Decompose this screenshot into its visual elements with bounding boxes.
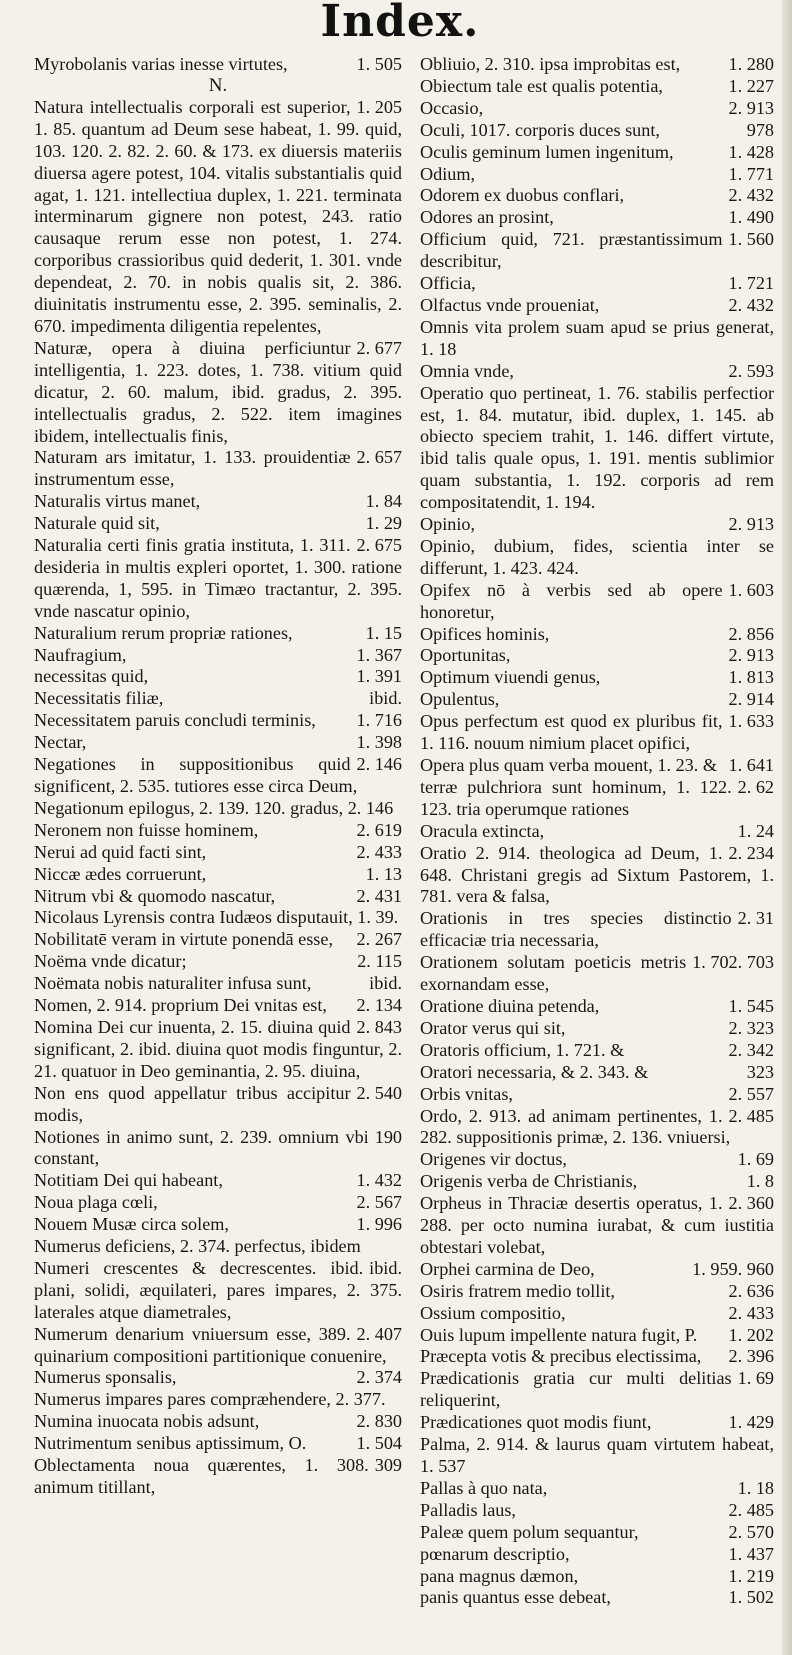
page-reference: 2. 856 [728, 623, 774, 644]
page-reference: 2. 557 [728, 1083, 774, 1104]
page-reference: 323 [746, 1061, 774, 1082]
page-reference: 2. 374 [356, 1367, 402, 1388]
index-entry [420, 1500, 774, 1522]
entry-text: Notiones in animo sunt, 2. 239. omnium vbi constant, [34, 1126, 369, 1169]
index-entry [34, 338, 402, 448]
page-reference: 2. 636 [728, 1280, 774, 1301]
entry-text: Pallas à quo nata, [420, 1477, 548, 1498]
index-entry [420, 185, 774, 207]
index-entry [34, 1170, 402, 1192]
page-reference: ibid. [369, 688, 402, 709]
index-entry [34, 97, 402, 338]
index-entry [420, 295, 774, 317]
page-reference: 1. 771 [728, 163, 774, 184]
entry-text: Opera plus quam verba mouent, 1. 23. & [420, 755, 717, 775]
entry-text: Osiris fratrem medio tollit, [420, 1280, 615, 1301]
page-reference: 1. 69 [737, 1149, 774, 1170]
index-entry [420, 1303, 774, 1325]
page-reference: 2. 234 [728, 842, 774, 863]
entry-text: Præcepta votis & precibus electissima, [420, 1346, 702, 1367]
entry-text: Necessitatis filiæ, [34, 688, 164, 709]
page-reference: 978 [746, 119, 774, 140]
index-entry [420, 952, 774, 996]
entry-text: Opulentus, [420, 689, 500, 710]
index-entry [34, 798, 402, 820]
index-entry [420, 1259, 774, 1281]
entry-text: Nomina Dei cur inuenta, 2. 15. diuina quid significant, 2. ibid. diuina quot modis finguntur, 2. 21. quatuor in Deo geminantia, 2. 95. diuina, [34, 1016, 402, 1081]
index-entry [420, 821, 774, 843]
page-reference: 2. 342 [728, 1039, 774, 1060]
entry-text: Omnia vnde, [420, 360, 514, 381]
page-reference: 1. 13 [365, 863, 402, 884]
index-entry [34, 1083, 402, 1127]
page-reference: 1. 504 [356, 1433, 402, 1454]
page-reference: 2. 830 [356, 1411, 402, 1432]
index-entry [420, 645, 774, 667]
page-reference: 2. 913 [728, 514, 774, 535]
page-reference: 190 [374, 1126, 402, 1147]
page-reference: 1. 641 [728, 755, 774, 775]
page-reference: 1. 432 [356, 1170, 402, 1191]
entry-text: Oratione diuina petenda, [420, 995, 600, 1016]
entry-text: Ossium compositio, [420, 1302, 566, 1323]
page-reference: 1. 429 [728, 1412, 774, 1433]
entry-text: Noëmata nobis naturaliter infusa sunt, [34, 973, 312, 994]
page-reference: 1. 205 [356, 96, 402, 117]
page-reference: 1. 280 [728, 54, 774, 74]
index-entry [420, 361, 774, 383]
entry-text: Non ens quod appellatur tribus accipitur modis, [34, 1082, 351, 1125]
page-reference: 2. 593 [728, 360, 774, 381]
page-reference: 2. 432 [728, 294, 774, 315]
entry-text: Naturalis virtus manet, [34, 491, 201, 512]
index-entry [34, 1455, 402, 1499]
page-reference: 2. 62 [737, 776, 774, 797]
entry-text: Optimum viuendi genus, [420, 667, 601, 688]
page-reference: 2. 433 [356, 841, 402, 862]
entry-text: Oculis geminum lumen ingenitum, [420, 141, 674, 162]
entry-text: Noëma vnde dicatur; [34, 951, 187, 972]
entry-text: Oportunitas, [420, 645, 511, 666]
page-reference: 1. 29 [365, 513, 402, 534]
index-entry [420, 1587, 774, 1609]
index-entry [420, 843, 774, 909]
entry-text: Naturæ, opera à diuina perficiuntur intelligentia, 1. 223. dotes, 1. 738. vitium quid dicatur, 2. 60. malum, ibid. gradus, 2. 395. intellectualis gradus, 2. 522. item imagines ibidem, intellectualis finis, [34, 337, 402, 446]
entry-text: Opinio, dubium, fides, scientia inter se differunt, 1. 423. 424. [420, 535, 774, 578]
entry-text: Ordo, 2. 913. ad animam pertinentes, 1. 282. suppositionis primæ, 2. 136. vniuersi, [420, 1105, 731, 1148]
index-entry [420, 536, 774, 580]
page-spine-shadow [782, 0, 792, 1655]
entry-text: Odium, [420, 163, 476, 184]
entry-text: Orbis vnitas, [420, 1083, 513, 1104]
index-entry [420, 1018, 774, 1040]
index-entry [420, 1171, 774, 1193]
index-entry [420, 1106, 774, 1150]
page-title: Index. [320, 0, 480, 47]
index-entry [420, 624, 774, 646]
index-entry [420, 1193, 774, 1259]
entry-text: Prædicationes quot modis fiunt, [420, 1412, 652, 1433]
page-reference: 2. 485 [728, 1105, 774, 1126]
page-reference: 1. 721 [728, 273, 774, 294]
page-reference: 2. 431 [356, 885, 402, 906]
index-entry [34, 447, 402, 491]
page-reference: 2. 914 [728, 689, 774, 710]
index-entry [420, 580, 774, 624]
page-reference: 1. 702. 703 [692, 952, 774, 973]
page-reference: 2. 433 [728, 1302, 774, 1323]
page-reference: ibid. [369, 973, 402, 994]
index-entry [420, 207, 774, 229]
index-entry [420, 996, 774, 1018]
page-reference: 2. 540 [356, 1082, 402, 1103]
index-entry [34, 820, 402, 842]
index-entry [34, 513, 402, 535]
entry-text: Noua plaga cœli, [34, 1192, 158, 1213]
index-entry [420, 1368, 774, 1412]
index-entry [420, 383, 774, 514]
index-entry [34, 1433, 402, 1455]
index-entry [34, 645, 402, 667]
entry-text: Nerui ad quid facti sint, [34, 841, 207, 862]
entry-text: Notitiam Dei qui habeant, [34, 1170, 223, 1191]
page-reference: 1. 959. 960 [692, 1258, 774, 1279]
entry-text: Nomen, 2. 914. proprium Dei vnitas est, [34, 995, 327, 1016]
index-entry [34, 1017, 402, 1083]
entry-text: Orphei carmina de Deo, [420, 1258, 595, 1279]
index-entry [34, 535, 402, 623]
entry-text: Necessitatem paruis concludi terminis, [34, 710, 316, 731]
entry-text: terræ pulchriora sunt hominum, 1. 122. 123. tria operumque rationes [420, 776, 732, 819]
entry-text: Orationis in tres species distinctio efficaciæ tria necessaria, [420, 908, 732, 951]
page-reference: 1. 603 [728, 579, 774, 600]
index-entry [420, 1281, 774, 1303]
page-reference: 2. 146 [356, 754, 402, 775]
entry-text: Omnis vita prolem suam apud se prius generat, 1. 18 [420, 316, 774, 359]
page-reference: 1. 219 [728, 1565, 774, 1586]
entry-text: Olfactus vnde proueniat, [420, 294, 600, 315]
page-reference: 1. 545 [728, 995, 774, 1016]
index-entry [420, 1434, 774, 1478]
page-reference: 2. 843 [356, 1016, 402, 1037]
entry-text: Naufragium, [34, 644, 127, 665]
entry-text: Orator verus qui sit, [420, 1017, 566, 1038]
page-reference: 2. 407 [356, 1323, 402, 1344]
index-entry [34, 491, 402, 513]
index-entry [420, 1346, 774, 1368]
page-reference: 1. 227 [728, 75, 774, 96]
page-reference: 1. 84 [365, 491, 402, 512]
index-entry [420, 1149, 774, 1171]
index-entry [34, 732, 402, 754]
page-reference: 2. 675 [356, 535, 402, 556]
entry-text: panis quantus esse debeat, [420, 1587, 611, 1608]
index-entry [420, 76, 774, 98]
entry-text: Negationum epilogus, 2. 139. 120. gradus, 2. 146 [34, 797, 394, 818]
entry-text: Nectar, [34, 732, 87, 753]
index-entry [420, 1412, 774, 1434]
index-entry [420, 1062, 774, 1084]
index-entry [34, 1367, 402, 1389]
entry-text: Nicolaus Lyrensis contra Iudæos disputauit, 1. 39. [34, 907, 399, 928]
page-reference: 1. 428 [728, 141, 774, 162]
page-reference: 2. 619 [356, 819, 402, 840]
entry-text: Officia, [420, 273, 476, 294]
index-entry [420, 1478, 774, 1500]
page-reference: 2. 913 [728, 97, 774, 118]
index-entry [420, 1325, 774, 1347]
page-reference: 1. 69 [737, 1368, 774, 1389]
index-entry [420, 1544, 774, 1566]
index-entry [34, 710, 402, 732]
page-reference: 1. 398 [356, 732, 402, 753]
entry-text: Oculi, 1017. corporis duces sunt, [420, 119, 660, 140]
entry-text: Naturam ars imitatur, 1. 133. prouidentiæ instrumentum esse, [34, 447, 351, 490]
index-entry [34, 666, 402, 688]
page-reference: 2. 567 [356, 1192, 402, 1213]
entry-text: Opinio, [420, 514, 476, 535]
entry-text: Numeri crescentes & decrescentes. ibid. plani, solidi, æquilateri, pares impares, 2. 375. laterales atque diametrales, [34, 1257, 402, 1322]
page-reference: 309 [374, 1455, 402, 1476]
page-reference: 2. 360 [728, 1193, 774, 1214]
page-reference: 2. 570 [728, 1521, 774, 1542]
entry-text: Niccæ ædes corruerunt, [34, 863, 207, 884]
entry-text: Ouis lupum impellente natura fugit, P. [420, 1324, 698, 1345]
entry-text: Paleæ quem polum sequantur, [420, 1521, 639, 1542]
entry-text: Oracula extincta, [420, 820, 545, 841]
index-entry [420, 777, 774, 821]
index-entry [420, 54, 774, 76]
index-entry [420, 142, 774, 164]
page-reference: 1. 996 [356, 1214, 402, 1235]
index-entry [34, 929, 402, 951]
index-entry [420, 667, 774, 689]
page-reference: 1. 367 [356, 644, 402, 665]
entry-text: Opifices hominis, [420, 623, 550, 644]
entry-text: Nitrum vbi & quomodo nascatur, [34, 885, 276, 906]
entry-text: Myrobolanis varias inesse virtutes, [34, 54, 288, 74]
entry-text: Natura intellectualis corporali est superior, 1. 85. quantum ad Deum sese habeat, 1. 99. quid, 103. 120. 2. 82. 2. 60. & 173. ex diuersis materiis diuersa agere potest, 104. vitalis substantialis quid agat, 1. 121. intellectiua duplex, 1. 221. terminata interminarum gignere non potest, 243. ratio causaque rerum esse non potest, 1. 274. corporibus crassioribus quid dederit, 1. 301. vnde dependeat, 2. 70. in nobis qualis sit, 2. 386. diuinitatis instrumentu esse, 2. 395. seminalis, 2. 670. impedimenta diligentia repelentes, [34, 96, 402, 336]
entry-text: Negationes in suppositionibus quid significent, 2. 535. tutiores esse circa Deum, [34, 754, 358, 796]
index-entry [420, 273, 774, 295]
entry-text: Oratio 2. 914. theologica ad Deum, 1. 648. Christani gregis ad Sixtum Pastorem, 1. 781. vera & falsa, [420, 842, 774, 907]
page-reference: ibid. [369, 1257, 402, 1278]
index-entry [34, 54, 402, 76]
entry-text: Opifex nō à verbis sed ab opere honoretur, [420, 579, 723, 622]
page-reference: 2. 323 [728, 1017, 774, 1038]
index-entry [34, 1214, 402, 1236]
entry-text: Obiectum tale est qualis potentia, [420, 75, 663, 96]
index-entry [420, 1566, 774, 1588]
entry-text: pana magnus dæmon, [420, 1565, 579, 1586]
index-entry [34, 1324, 402, 1368]
index-entry [420, 98, 774, 120]
page-reference: 1. 437 [728, 1543, 774, 1564]
index-entry [420, 755, 774, 777]
entry-text: Palladis laus, [420, 1499, 516, 1520]
index-entry [420, 120, 774, 142]
index-entry [34, 951, 402, 973]
page-reference: 1. 502 [728, 1587, 774, 1608]
index-entry [34, 1192, 402, 1214]
index-entry [420, 1084, 774, 1106]
index-entry [420, 711, 774, 755]
page-reference: 1. 560 [728, 229, 774, 250]
page-reference: 1. 505 [356, 54, 402, 74]
entry-text: Officium quid, 721. præstantissimum describitur, [420, 229, 723, 272]
page-reference: 2. 267 [356, 929, 402, 950]
entry-text: Numerus deficiens, 2. 374. perfectus, ibidem [34, 1236, 361, 1257]
index-entry [34, 842, 402, 864]
index-entry [420, 689, 774, 711]
index-entry [420, 1040, 774, 1062]
entry-text: Obliuio, 2. 310. ipsa improbitas est, [420, 54, 681, 74]
page-reference: 2. 657 [356, 447, 402, 468]
page-reference: 1. 490 [728, 207, 774, 228]
entry-text: Oratoris officium, 1. 721. & [420, 1039, 625, 1060]
index-entry [420, 164, 774, 186]
index-entry [420, 1522, 774, 1544]
index-entry [34, 886, 402, 908]
entry-text: Neronem non fuisse hominem, [34, 819, 259, 840]
index-entry [34, 973, 402, 995]
index-entry [420, 908, 774, 952]
page-reference: 1. 202 [728, 1324, 774, 1345]
entry-text: Occasio, [420, 97, 484, 118]
page-reference: 1. 716 [356, 710, 402, 731]
index-entry [34, 1236, 402, 1258]
page-reference: 2. 31 [737, 908, 774, 929]
entry-text: pœnarum descriptio, [420, 1543, 570, 1564]
page-reference: 1. 15 [365, 622, 402, 643]
index-entry [34, 1258, 402, 1324]
index-entry [420, 514, 774, 536]
page-reference: 2. 485 [728, 1499, 774, 1520]
page-reference: 1. 633 [728, 711, 774, 732]
index-entry [34, 754, 402, 798]
page-reference: 1. 8 [746, 1171, 774, 1192]
page-reference: 1. 813 [728, 667, 774, 688]
entry-text: Numerum denarium vniuersum esse, 389. quinarium compositioni partitionique conuenire, [34, 1323, 387, 1366]
entry-text: Oblectamenta noua quærentes, 1. 308. animum titillant, [34, 1455, 369, 1497]
entry-text: Oratori necessaria, & 2. 343. & [420, 1061, 649, 1082]
entry-text: Numerus sponsalis, [34, 1367, 177, 1388]
entry-text: Orpheus in Thraciæ desertis operatus, 1. 288. per octo numina iurabat, & cum iustitia obtestari volebat, [420, 1193, 774, 1257]
entry-text: Opus perfectum est quod ex pluribus fit, 1. 116. nouum nimium placet opifici, [420, 711, 723, 754]
entry-text: Prædicationis gratia cur multi delitias reliquerint, [420, 1368, 732, 1411]
index-entry [34, 1389, 402, 1411]
left-index-column [34, 54, 402, 1499]
page-reference: 1. 391 [356, 666, 402, 687]
page-reference: 2. 134 [356, 995, 402, 1016]
index-entry [34, 1411, 402, 1433]
index-entry [420, 317, 774, 361]
entry-text: Naturalium rerum propriæ rationes, [34, 622, 293, 643]
section-letter: N. [208, 74, 228, 96]
index-entry [34, 864, 402, 886]
entry-text: Nouem Musæ circa solem, [34, 1214, 229, 1235]
entry-text: Orationem solutam poeticis metris exornandam esse, [420, 952, 687, 995]
page-reference: 2. 432 [728, 185, 774, 206]
index-entry [34, 688, 402, 710]
entry-text: Naturalia certi finis gratia instituta, 1. 311. desideria in multis expleri oportet, 1. 300. ratione quærenda, 1, 595. in Timæo tractantur, 2. 395. vnde nascatur opinio, [34, 535, 402, 621]
page-reference: 2. 913 [728, 645, 774, 666]
entry-text: Odores an prosint, [420, 207, 554, 228]
page-reference: 2. 677 [356, 337, 402, 358]
page-reference: 2. 115 [357, 951, 402, 972]
entry-text: Numina inuocata nobis adsunt, [34, 1411, 260, 1432]
entry-text: Operatio quo pertineat, 1. 76. stabilis perfectior est, 1. 84. mutatur, ibid. duplex, 1. 145. ab obiecto speciem trahit, 1. 146. differt virtute, ibid talis quale opus, 1. 191. mentis sublimior quam substantia, 1. 192. corporis ad rem compositatendit, 1. 194. [420, 382, 774, 513]
entry-text: Origenes vir doctus, [420, 1149, 567, 1170]
page-reference: 2. 396 [728, 1346, 774, 1367]
page-reference: 1. 24 [737, 820, 774, 841]
entry-text: Odorem ex duobus conflari, [420, 185, 625, 206]
index-entry [34, 623, 402, 645]
index-entry [420, 229, 774, 273]
entry-text: Nobilitatē veram in virtute ponendā esse, [34, 929, 333, 950]
index-entry [34, 1127, 402, 1171]
entry-text: Numerus impares pares compræhendere, 2. 377. [34, 1389, 386, 1410]
page-reference: 1. 18 [737, 1477, 774, 1498]
entry-text: necessitas quid, [34, 666, 149, 687]
entry-text: Naturale quid sit, [34, 513, 160, 534]
entry-text: Nutrimentum senibus aptissimum, O. [34, 1433, 307, 1454]
index-entry [34, 995, 402, 1017]
right-index-column [420, 54, 774, 1609]
entry-text: Palma, 2. 914. & laurus quam virtutem habeat, 1. 537 [420, 1434, 774, 1476]
index-entry [34, 907, 402, 929]
entry-text: Origenis verba de Christianis, [420, 1171, 638, 1192]
